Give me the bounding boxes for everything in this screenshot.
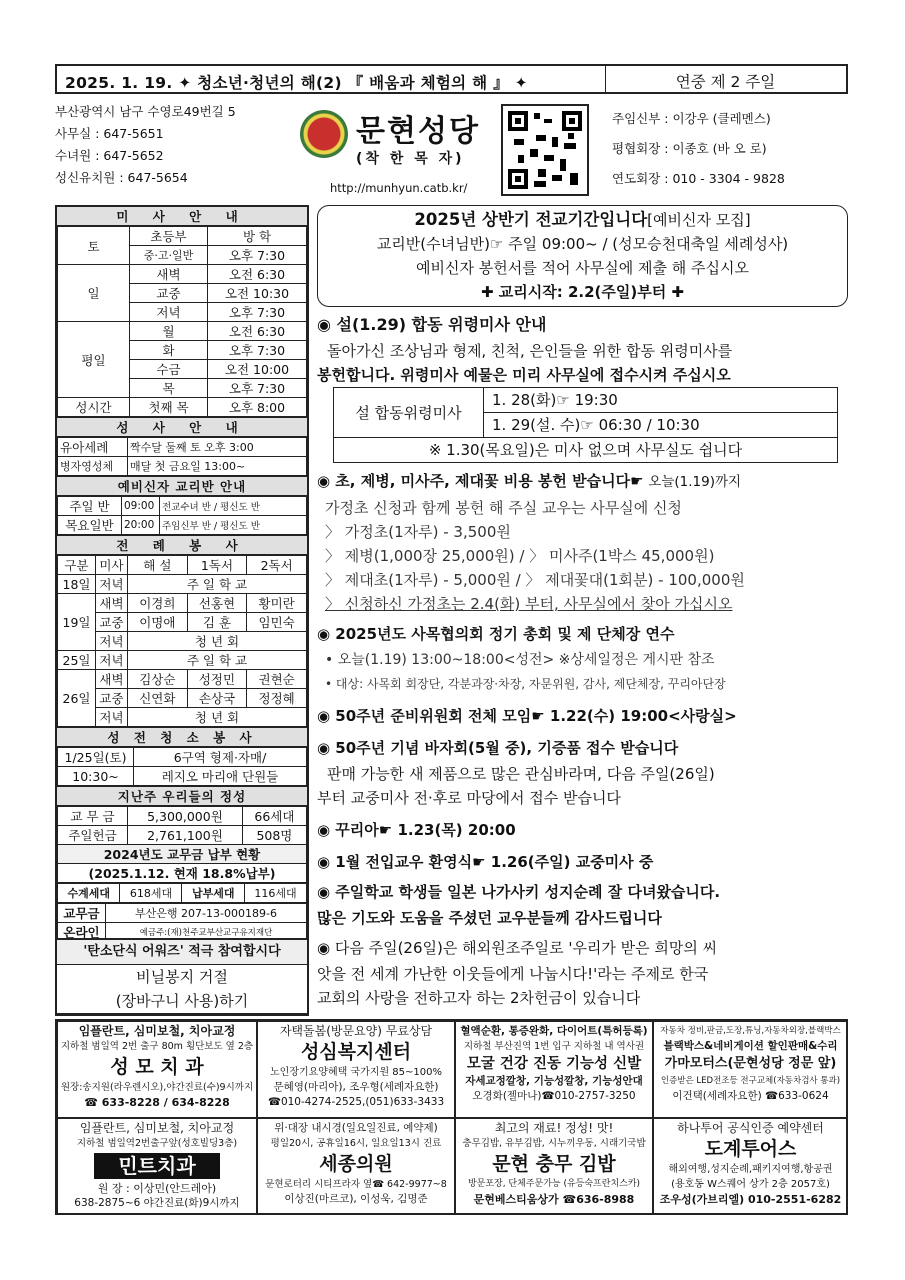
- ad-line: 평일20시, 공휴일16시, 일요일13시 진료: [270, 1138, 442, 1149]
- ad-gama-motors[interactable]: [653, 1021, 848, 1118]
- liturgy-date: 19일: [58, 594, 96, 651]
- ad-line: 임플란트, 심미보철, 치아교정: [79, 1121, 235, 1135]
- liturgy-reader2: 황미란: [247, 594, 307, 613]
- liturgy-commentator: 이경희: [128, 594, 188, 613]
- liturgy-commentator: 이명애: [128, 613, 188, 632]
- notice-body: 많은 기도와 도움을 주셨던 교우분들께 감사드립니다: [317, 909, 662, 927]
- evangelization-tag: [예비신자 모집]: [647, 211, 751, 229]
- ad-mint-dental[interactable]: [57, 1118, 257, 1215]
- ad-line: 노인장기요양혜택 국가지원 85~100%: [270, 1067, 442, 1078]
- ad-line: 인증받은 LED전조등 전구교체(자동차검사 통과): [660, 1076, 841, 1086]
- offering-title: 지난주 우리들의 정성: [57, 786, 307, 806]
- ad-seongmo-dental[interactable]: [57, 1021, 257, 1118]
- liturgy-reader2: 임민숙: [247, 613, 307, 632]
- notice-title: ◉ 50주년 기념 바자회(5월 중), 기증품 접수 받습니다: [317, 739, 679, 757]
- ad-title: 문현 충무 김밥: [492, 1153, 616, 1175]
- campaign-line: 비닐봉지 거절: [136, 968, 228, 986]
- notice-body: 앗을 전 세계 가난한 이웃들에게 나눕시다!'라는 주제로 한국: [317, 965, 709, 983]
- notice-title: ◉ 주일학교 학생들 일본 나가사키 성지순례 잘 다녀왔습니다.: [317, 883, 721, 901]
- sacrament-title: 성 사 안 내: [57, 417, 307, 437]
- mass-time: 오후 7:30: [208, 379, 307, 398]
- evangelization-box: [317, 205, 848, 307]
- liturgy-mass: 새벽: [96, 594, 128, 613]
- ad-mogul-shoes[interactable]: [455, 1021, 653, 1118]
- liturgy-mass: 저녁: [96, 632, 128, 651]
- liturgy-group: 주 일 학 교: [128, 575, 307, 594]
- liturgy-reader2: 권현순: [247, 670, 307, 689]
- offering-amount: 2,761,100원: [128, 826, 243, 845]
- sacrament-name: 유아세례: [58, 438, 128, 457]
- liturgy-table: [57, 555, 307, 727]
- class-teacher: 전교수녀 반 / 평신도 반: [160, 497, 307, 516]
- notice-body: 돌아가신 조상님과 형제, 친척, 은인들을 위한 합동 위령미사를: [327, 342, 733, 360]
- ad-line: 자세교정깔창, 기능성깔창, 기능성안대: [465, 1075, 643, 1087]
- ad-phone: 조우성(가브리엘) 010-2551-6282: [659, 1193, 842, 1206]
- account-label: 온라인: [58, 923, 106, 942]
- liturgy-mass: 교중: [96, 689, 128, 708]
- ad-chungmu-gimbap[interactable]: [455, 1118, 653, 1215]
- offering-count: 508명: [242, 826, 306, 845]
- ad-phone: 이건택(세례자요한) ☎633-0624: [672, 1090, 829, 1102]
- ad-dogye-tours[interactable]: [653, 1118, 848, 1215]
- tithe-status-title: 2024년도 교무금 납부 현황: [58, 845, 307, 864]
- mass-group: 월: [130, 322, 208, 341]
- campaign-line: (장바구니 사용)하기: [115, 992, 249, 1010]
- notices: [317, 205, 848, 1010]
- contact-info: [55, 101, 236, 189]
- price-item: 〉 제병(1,000장 25,000원) / 〉 미사주(1박스 45,000원): [325, 547, 715, 565]
- notice-body: • 대상: 사목회 회장단, 각분과장·차장, 자문위원, 감사, 제단체장, 꾸리아단장: [325, 677, 726, 691]
- liturgy-mass: 저녁: [96, 575, 128, 594]
- sacrament-time: 짝수달 둘째 토 오후 3:00: [128, 438, 307, 457]
- memorial-time: 1. 29(설. 수)☞ 06:30 / 10:30: [484, 413, 838, 438]
- notice-body: 부터 교중미사 전·후로 마당에서 접수 받습니다: [317, 789, 621, 807]
- evangelization-line: ✚ 교리시작: 2.2(주일)부터 ✚: [480, 283, 684, 301]
- ad-line: 이상진(마르코), 이성욱, 김명준: [284, 1193, 428, 1205]
- pastor: 주임신부 : 이강우 (클레멘스): [612, 111, 771, 126]
- church-name: 문현성당: [356, 114, 480, 149]
- liturgy-header: 구분: [58, 556, 96, 575]
- notice-title: ◉ 설(1.29) 합동 위령미사 안내: [317, 315, 547, 334]
- tithe-status-subtitle: (2025.1.12. 현재 18.8%납부): [58, 864, 307, 883]
- ad-line: 자택돌봄(방문요양) 무료상담: [279, 1024, 433, 1038]
- memorial-label: 설 합동위령미사: [334, 388, 484, 438]
- ad-phone: 문현베스티움상가 ☎636-8988: [473, 1193, 635, 1206]
- day-label: 평일: [58, 322, 130, 398]
- notice-body: 교회의 사랑을 전하고자 하는 2차헌금이 있습니다: [317, 989, 641, 1007]
- cleaning-time: 10:30~: [58, 767, 134, 786]
- mass-group: 수금: [130, 360, 208, 379]
- liturgy-commentator: 신연화: [128, 689, 188, 708]
- account-table: [57, 903, 307, 942]
- offering-type: 교 무 금: [58, 807, 128, 826]
- yeondo-president: 연도회장 : 010 - 3304 - 9828: [612, 171, 785, 186]
- mass-time: 오전 6:30: [208, 265, 307, 284]
- liturgical-week: 연중 제 2 주일: [605, 66, 845, 92]
- address: 부산광역시 남구 수영로49번길 5: [55, 104, 236, 119]
- class-name: 목요일반: [58, 516, 122, 535]
- ad-title: 성 모 치 과: [110, 1056, 204, 1078]
- mass-table: [57, 226, 307, 417]
- ad-title: 모굴 건강 진동 기능성 신발: [466, 1056, 642, 1072]
- ad-phone: ☎ 633-8228 / 634-8228: [84, 1096, 230, 1109]
- mass-group: 화: [130, 341, 208, 360]
- notice-title: ◉ 초, 제병, 미사주, 제대꽃 비용 봉헌 받습니다☛: [317, 472, 644, 490]
- price-item: 〉 신청하신 가정초는 2.4(화) 부터, 사무실에서 찾아 가십시오: [325, 595, 733, 613]
- staff-info: [612, 104, 785, 194]
- liturgy-reader2: 정정혜: [247, 689, 307, 708]
- cleaning-table: [57, 747, 307, 786]
- liturgy-mass: 새벽: [96, 670, 128, 689]
- liturgy-header: 미사: [96, 556, 128, 575]
- price-item: 〉 제대초(1자루) - 5,000원 / 〉 제대꽃대(1회분) - 100,000원: [325, 571, 745, 589]
- ad-line: 문현로터리 시티프라자 옆☎ 642-9977~8: [265, 1179, 447, 1190]
- ad-phone: 오경화(젤마나)☎010-2757-3250: [472, 1090, 636, 1102]
- ad-line: 원장:송지원(라우렌시오),야간진료(수)9시까지: [60, 1082, 254, 1093]
- memorial-note: ※ 1.30(목요일)은 미사 없으며 사무실도 쉽니다: [334, 438, 838, 463]
- ad-line: 방문포장, 단체주문가능 (유등숙프란치스카): [467, 1179, 641, 1189]
- mass-time: 오후 7:30: [208, 341, 307, 360]
- catechumen-title: 예비신자 교리반 안내: [57, 476, 307, 496]
- offering-count: 66세대: [242, 807, 306, 826]
- memorial-mass-table: [333, 387, 838, 463]
- notice-title: ◉ 꾸리아☛ 1.23(목) 20:00: [317, 821, 516, 839]
- count-value: 116세대: [244, 884, 306, 903]
- office-phone: 사무실 : 647-5651: [55, 126, 164, 141]
- mass-group: 목: [130, 379, 208, 398]
- sacrament-name: 병자영성체: [58, 457, 128, 476]
- ad-line: 블랙박스&네비게이션 할인판매&수리: [663, 1040, 838, 1052]
- mass-time: 오후 8:00: [208, 398, 307, 417]
- qr-code-icon[interactable]: [501, 104, 589, 196]
- mass-time: 오후 7:30: [208, 303, 307, 322]
- notice-title: ◉ 1월 전입교우 환영식☛ 1.26(주일) 교중미사 중: [317, 853, 654, 871]
- liturgy-mass: 저녁: [96, 651, 128, 670]
- sacrament-time: 매달 첫 금요일 13:00~: [128, 457, 307, 476]
- class-time: 09:00: [122, 497, 160, 516]
- class-teacher: 주임신부 반 / 평신도 반: [160, 516, 307, 535]
- kindergarten-phone: 성신유치원 : 647-5654: [55, 170, 188, 185]
- ad-title: 세종의원: [319, 1153, 393, 1175]
- ad-line: 위·대장 내시경(일요일진료, 예약제): [274, 1122, 438, 1134]
- liturgy-header: 2독서: [247, 556, 307, 575]
- class-time: 20:00: [122, 516, 160, 535]
- ad-title: 도계투어스: [704, 1138, 797, 1160]
- tithe-count-table: [57, 883, 307, 903]
- mass-title: 미 사 안 내: [57, 207, 307, 226]
- liturgy-reader1: 성정민: [187, 670, 247, 689]
- liturgy-date: 25일: [58, 651, 96, 670]
- ad-phone: 638-2875~6 야간진료(화)9시까지: [74, 1197, 240, 1209]
- ad-line: 원 장 : 이상민(안드레아): [97, 1182, 217, 1195]
- mass-group: 초등부: [130, 227, 208, 246]
- count-label: 납부세대: [182, 884, 244, 903]
- ad-title: 가마모터스(문현성당 정문 앞): [664, 1056, 837, 1071]
- notice-body: 판매 가능한 새 제품으로 많은 관심바라며, 다음 주일(26일): [327, 765, 715, 783]
- ad-line: 자동차 정비,판금,도장,튜닝,자동차외장,블랙박스: [660, 1026, 841, 1036]
- ad-line: 혈액순환, 통증완화, 다이어트(특허등록): [460, 1025, 648, 1037]
- liturgy-reader1: 선홍현: [187, 594, 247, 613]
- mass-group: 저녁: [130, 303, 208, 322]
- evangelization-line: 교리반(수녀님반)☞ 주일 09:00~ / (성모승천대축일 세례성사): [376, 235, 789, 253]
- mass-time: 오후 7:30: [208, 246, 307, 265]
- ad-title: 민트치과: [94, 1153, 220, 1179]
- mass-time: 오전 10:00: [208, 360, 307, 379]
- account-label: 교무금: [58, 904, 106, 923]
- ad-line: 문혜영(마리아), 조우형(세례자요한): [273, 1081, 439, 1093]
- date-line: 2025. 1. 19. ✦ 청소년·청년의 해(2) 『 배움과 체험의 해 』 ✦: [65, 74, 528, 92]
- ads-section: [55, 1019, 848, 1215]
- mass-group: 교중: [130, 284, 208, 303]
- offering-amount: 5,300,000원: [128, 807, 243, 826]
- left-column: [55, 205, 309, 1015]
- campaign-title: '탄소단식 어워즈' 적극 참여합시다: [57, 940, 307, 965]
- mass-group: 중·고·일반: [130, 246, 208, 265]
- day-label: 토: [58, 227, 130, 265]
- ad-title: 성심복지센터: [300, 1041, 412, 1063]
- date-bar: [55, 64, 848, 94]
- ad-line: 해외여행,성지순례,패키지여행,항공권: [668, 1164, 833, 1175]
- liturgy-date: 18일: [58, 575, 96, 594]
- liturgy-date: 26일: [58, 670, 96, 727]
- ad-sejong-clinic[interactable]: [257, 1118, 455, 1215]
- class-name: 주일 반: [58, 497, 122, 516]
- liturgy-mass: 저녁: [96, 708, 128, 727]
- evangelization-line: 예비신자 봉헌서를 적어 사무실에 제출 해 주십시오: [416, 259, 749, 277]
- cleaning-group: 레지오 마리애 단원들: [134, 767, 307, 786]
- carbon-campaign: [55, 938, 309, 1016]
- notice-body: 가정초 신청과 함께 봉헌 해 주실 교우는 사무실에 신청: [325, 499, 682, 517]
- cleaning-title: 성 전 청 소 봉 사: [57, 727, 307, 747]
- liturgy-mass: 교중: [96, 613, 128, 632]
- council-president: 평협회장 : 이종호 (바 오 로): [612, 141, 767, 156]
- evangelization-title: 2025년 상반기 전교기간입니다: [414, 210, 648, 229]
- ad-line: 지하철 부산진역 1번 입구 지하철 내 역사권: [463, 1041, 645, 1052]
- notice-body: 봉헌합니다. 위령미사 예물은 미리 사무실에 접수시켜 주십시오: [317, 366, 731, 384]
- notice-deadline: 오늘(1.19)까지: [648, 474, 742, 490]
- mass-group: 새벽: [130, 265, 208, 284]
- liturgy-header: 1독서: [187, 556, 247, 575]
- notice-title: ◉ 2025년도 사목협의회 정기 총회 및 제 단체장 연수: [317, 625, 675, 643]
- catechumen-table: [57, 496, 307, 535]
- liturgy-header: 해 설: [128, 556, 188, 575]
- notice-title: ◉ 다음 주일(26일)은 해외원조주일로 '우리가 받은 희망의 씨: [317, 939, 718, 957]
- ad-line: 지하철 범일역2번출구앞(성호빌딩3층): [76, 1138, 238, 1149]
- ad-line: 최고의 재료! 정성! 맛!: [494, 1121, 614, 1135]
- mass-group: 첫째 목: [130, 398, 208, 417]
- day-label: 성시간: [58, 398, 130, 417]
- liturgy-reader1: 김 훈: [187, 613, 247, 632]
- notice-title: ◉ 50주년 준비위원회 전체 모임☛ 1.22(수) 19:00<사랑실>: [317, 707, 737, 725]
- notice-body: • 오늘(1.19) 13:00~18:00<성전> ※상세일정은 게시판 참조: [325, 652, 715, 668]
- offering-table: [57, 806, 307, 883]
- liturgy-group: 청 년 회: [128, 632, 307, 651]
- liturgy-reader1: 손상국: [187, 689, 247, 708]
- mass-time: 오전 6:30: [208, 322, 307, 341]
- mass-time: 방 학: [208, 227, 307, 246]
- account-holder: 예금주:(재)천주교부산교구유지재단: [106, 923, 307, 942]
- mass-time: 오전 10:30: [208, 284, 307, 303]
- bank-account: 부산은행 207-13-000189-6: [106, 904, 307, 923]
- day-label: 일: [58, 265, 130, 322]
- liturgy-title: 전 례 봉 사: [57, 535, 307, 555]
- church-url[interactable]: http://munhyun.catb.kr/: [330, 181, 468, 195]
- cleaning-date: 1/25일(토): [58, 748, 134, 767]
- count-label: 수계세대: [58, 884, 120, 903]
- price-item: 〉 가정초(1자루) - 3,500원: [325, 523, 511, 541]
- cleaning-group: 6구역 형제·자매/: [134, 748, 307, 767]
- ad-phone: ☎010-4274-2525,(051)633-3433: [267, 1096, 445, 1108]
- ad-seongsim-welfare[interactable]: [257, 1021, 455, 1118]
- liturgy-commentator: 김상순: [128, 670, 188, 689]
- ad-line: 지하철 범일역 2번 출구 80m 횡단보도 옆 2층: [60, 1041, 254, 1052]
- convent-phone: 수녀원 : 647-5652: [55, 148, 164, 163]
- ad-line: 하나투어 공식인증 예약센터: [677, 1121, 824, 1135]
- sacrament-table: [57, 437, 307, 476]
- church-motto: (착 한 목 자): [356, 151, 465, 167]
- liturgy-group: 주 일 학 교: [128, 651, 307, 670]
- ad-line: 임플란트, 심미보철, 치아교정: [78, 1024, 236, 1038]
- count-value: 618세대: [120, 884, 182, 903]
- church-logo-icon: [300, 110, 348, 158]
- ad-line: (용호동 W스퀘어 상가 2층 2057호): [671, 1179, 830, 1190]
- liturgy-group: 청 년 회: [128, 708, 307, 727]
- offering-type: 주일헌금: [58, 826, 128, 845]
- ad-line: 충무김밥, 유부김밥, 시누끼우동, 시래기국밥: [462, 1138, 646, 1149]
- memorial-time: 1. 28(화)☞ 19:30: [484, 388, 838, 413]
